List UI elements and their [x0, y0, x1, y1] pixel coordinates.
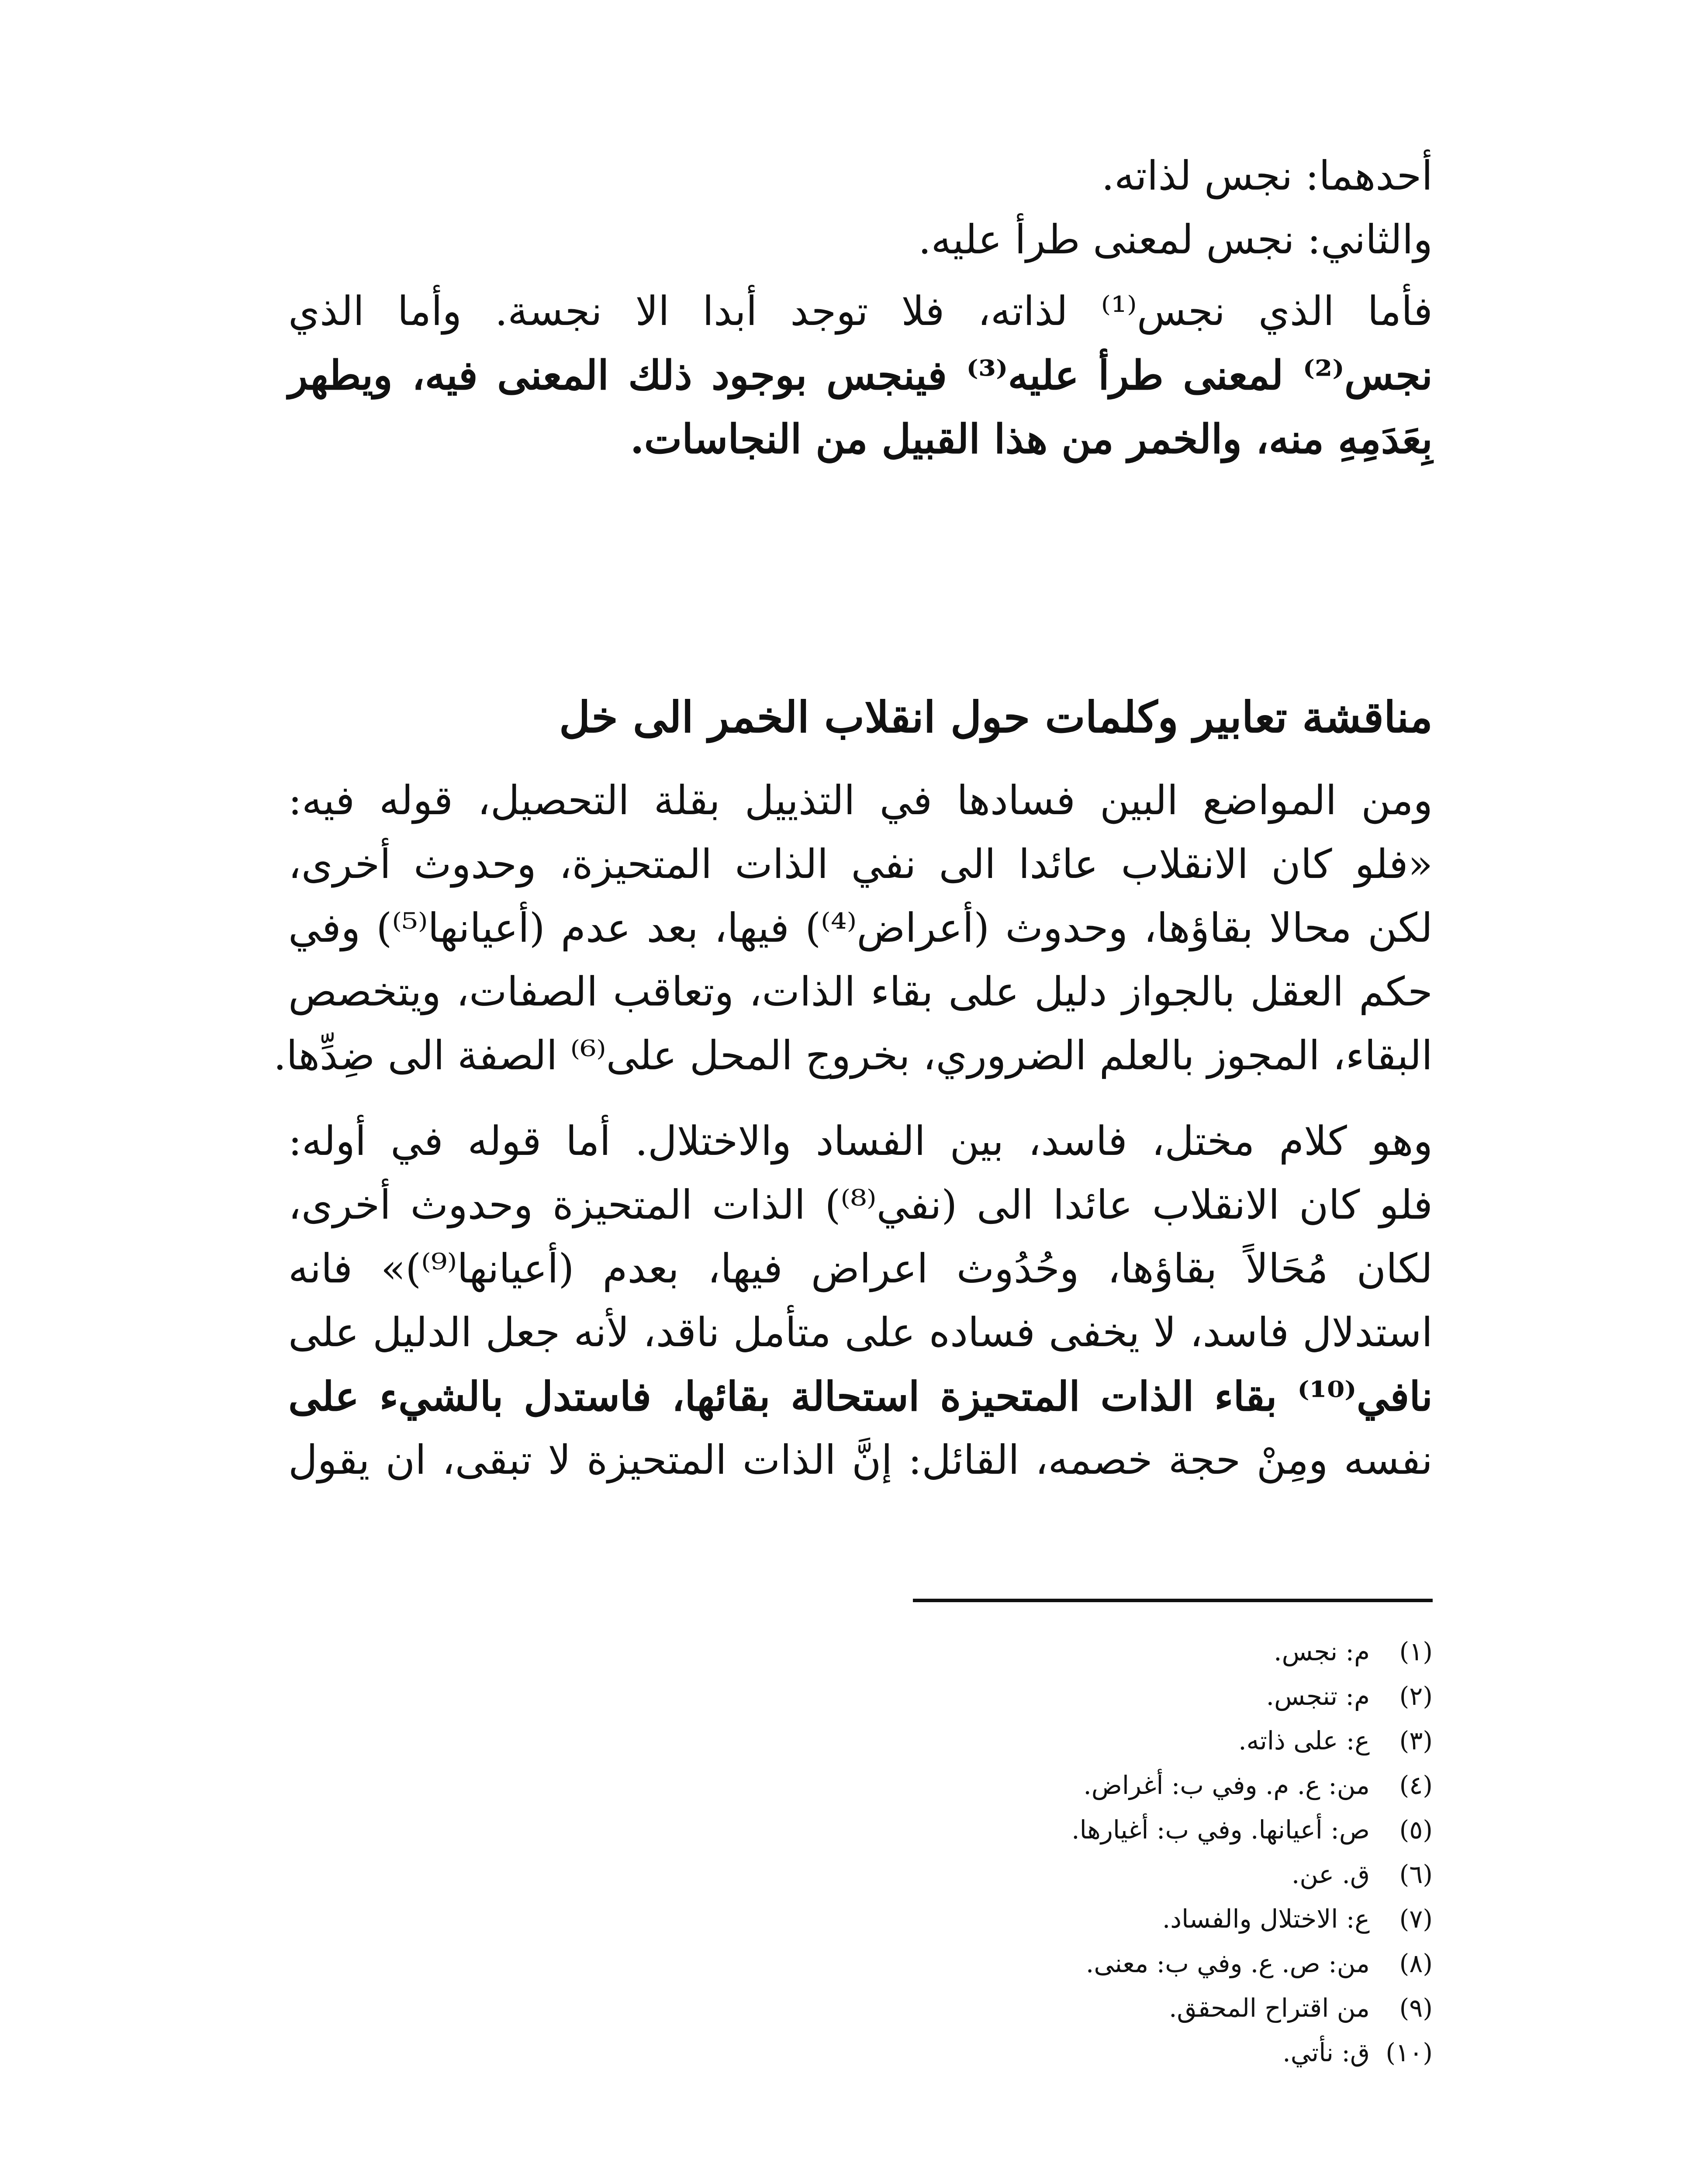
paragraph-3-line-5: نافي⁽¹⁰⁾ بقاء الذات المتحيزة استحالة بقائها، فاستدل بالشيء على: [288, 1373, 1433, 1420]
footnote-4: [743, 1763, 1433, 1807]
paragraph-2-line-1: ومن المواضع البين فسادها في التذييل بقلة التحصيل، قوله فيه:: [288, 777, 1433, 824]
footnote-number: (٣): [1399, 1726, 1433, 1755]
paragraph-3-line-3: لكان مُحَالاً بقاؤها، وحُدُوث اعراض فيها، بعدم (أعيانها⁽⁹⁾)» فانه: [288, 1245, 1433, 1292]
footnote-9: [743, 1986, 1433, 2030]
footnote-10: [743, 2030, 1433, 2075]
footnote-text: من اقتراح المحقق.: [1169, 1993, 1370, 2023]
footnote-number: (٦): [1399, 1859, 1433, 1889]
footnote-number: (٩): [1399, 1993, 1433, 2023]
footnote-5: [743, 1807, 1433, 1852]
footnote-text: م: نجس.: [1274, 1637, 1370, 1666]
paragraph-2: [273, 769, 1433, 1088]
intro-block: [288, 144, 1433, 272]
footnote-number: (٤): [1399, 1770, 1433, 1800]
footnote-number: (٨): [1399, 1949, 1433, 1978]
paragraph-3-line-4: استدلال فاسد، لا يخفى فساده على متأمل ناقد، لأنه جعل الدليل على: [288, 1309, 1433, 1356]
paragraph-1-line-2: نجس⁽²⁾ لمعنى طرأ عليه⁽³⁾ فينجس بوجود ذلك المعنى فيه، ويطهر: [288, 352, 1433, 399]
paragraph-1: [288, 280, 1433, 471]
section-heading: مناقشة تعابير وكلمات حول انقلاب الخمر الى خل: [559, 692, 1433, 743]
footnote-2: [743, 1674, 1433, 1718]
section-heading-block: [288, 686, 1433, 750]
paragraph-3: [288, 1109, 1433, 1492]
paragraph-2-line-2: «فلو كان الانقلاب عائدا الى نفي الذات المتحيزة، وحدوث أخرى،: [288, 841, 1433, 888]
footnote-number: (٧): [1399, 1904, 1433, 1934]
footnote-3: [743, 1718, 1433, 1763]
footnote-number: (٢): [1399, 1681, 1433, 1711]
footnotes-list: [743, 1629, 1433, 2075]
footnote-number: (١): [1399, 1637, 1433, 1666]
paragraph-2-line-4: حكم العقل بالجواز دليل على بقاء الذات، وتعاقب الصفات، ويتخصص: [288, 968, 1433, 1015]
footnote-1: [743, 1629, 1433, 1674]
footnote-text: من: ع. م. وفي ب: أغراض.: [1083, 1770, 1370, 1800]
footnote-8: [743, 1941, 1433, 1986]
footnote-text: من: ص. ع. وفي ب: معنى.: [1085, 1949, 1370, 1978]
intro-line-2: والثاني: نجس لمعنى طرأ عليه.: [918, 216, 1433, 263]
footnote-text: ع: الاختلال والفساد.: [1162, 1904, 1370, 1934]
footnote-text: م: تنجس.: [1266, 1681, 1370, 1711]
footnote-text: ص: أعيانها. وفي ب: أغيارها.: [1071, 1815, 1370, 1845]
intro-line-1: أحدهما: نجس لذاته.: [1101, 152, 1433, 199]
footnote-separator: [913, 1599, 1433, 1602]
paragraph-1-line-3: بِعَدَمِهِ منه، والخمر من هذا القبيل من النجاسات.: [630, 415, 1433, 463]
paragraph-2-line-3: لكن محالا بقاؤها، وحدوث (أعراض⁽⁴⁾) فيها، بعد عدم (أعيانها⁽⁵⁾) وفي: [288, 905, 1433, 951]
footnote-7: [743, 1897, 1433, 1941]
footnote-text: ق: نأتي.: [1282, 2038, 1370, 2067]
paragraph-3-line-6: نفسه ومِنْ حجة خصمه، القائل: إنَّ الذات المتحيزة لا تبقى، ان يقول: [288, 1437, 1433, 1483]
paragraph-1-line-1: فأما الذي نجس⁽¹⁾ لذاته، فلا توجد أبدا الا نجسة. وأما الذي: [288, 288, 1433, 335]
footnote-text: ع: على ذاته.: [1238, 1726, 1370, 1755]
footnote-number: (١٠): [1385, 2038, 1433, 2067]
footnote-number: (٥): [1399, 1815, 1433, 1845]
footnote-6: [743, 1852, 1433, 1897]
paragraph-3-line-2: فلو كان الانقلاب عائدا الى (نفي⁽⁸⁾) الذات المتحيزة وحدوث أخرى،: [288, 1182, 1433, 1228]
paragraph-2-line-5: البقاء، المجوز بالعلم الضروري، بخروج المحل على⁽⁶⁾ الصفة الى ضِدِّها.: [273, 1032, 1433, 1079]
footnote-text: ق. عن.: [1291, 1859, 1370, 1889]
paragraph-3-line-1: وهو كلام مختل، فاسد، بين الفساد والاختلال. أما قوله في أوله:: [288, 1118, 1433, 1165]
